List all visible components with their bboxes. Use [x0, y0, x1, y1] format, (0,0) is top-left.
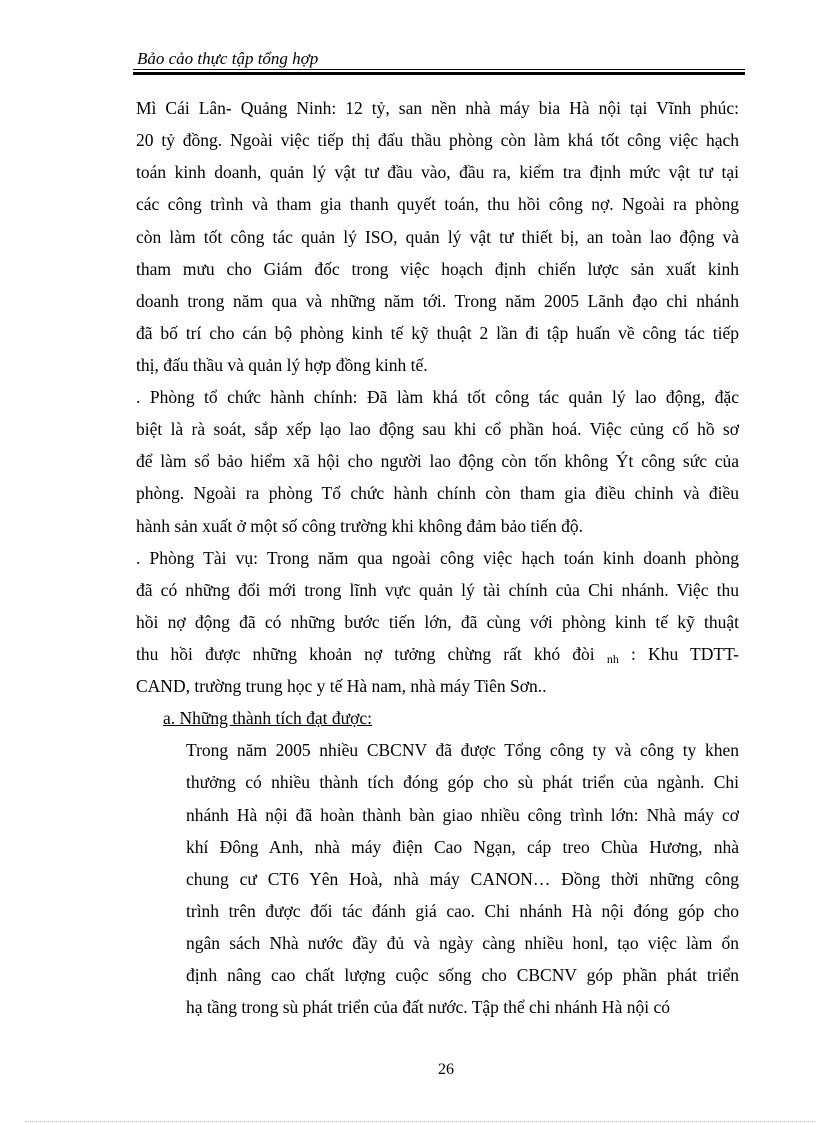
paragraph-line: phòng. Ngoài ra phòng Tổ chức hành chính còn tham gia điều chỉnh và điều	[136, 483, 739, 503]
page-bottom-dotted-rule	[25, 1121, 815, 1122]
section-heading: a. Những thành tích đạt được:	[163, 708, 373, 728]
page-header-title: Bảo cảo thực tập tổng hợp	[137, 49, 319, 68]
indented-line: định nâng cao chất lượng cuộc sống cho CBCNV góp phần phát triển	[186, 965, 739, 985]
paragraph-line: biệt là rà soát, sắp xếp lạo lao động sau khi cổ phần hoá. Việc củng cố hồ sơ	[136, 419, 739, 439]
paragraph-line: các công trình và tham gia thanh quyết toán, thu hồi công nợ. Ngoài ra phòng	[136, 194, 739, 214]
paragraph-line: tham mưu cho Giám đốc trong việc hoạch định chiến lược sản xuất kinh	[136, 259, 739, 279]
paragraph-line: 20 tỷ đồng. Ngoài việc tiếp thị đấu thầu phòng còn làm khá tốt công việc hạch	[136, 130, 739, 150]
paragraph-line: thị, đấu thầu và quản lý hợp đồng kinh tế.	[136, 355, 428, 375]
indented-line: khí Đông Anh, nhà máy điện Cao Ngạn, cáp treo Chùa Hương, nhà	[186, 837, 739, 857]
line-text: : Khu TDTT-	[618, 644, 739, 664]
subscript-text: nh	[606, 652, 619, 666]
paragraph-line: doanh trong năm qua và những năm tới. Trong năm 2005 Lãnh đạo chi nhánh	[136, 291, 739, 311]
paragraph-line	[136, 643, 739, 670]
paragraph-line: . Phòng tổ chức hành chính: Đã làm khá tốt công tác quản lý lao động, đặc	[136, 387, 739, 407]
indented-line: trình trên được đối tác đánh giá cao. Chi nhánh Hà nội đóng góp cho	[186, 901, 739, 921]
indented-line: Trong năm 2005 nhiều CBCNV đã được Tổng công ty và công ty khen	[186, 740, 739, 760]
paragraph-line: CAND, trường trung học y tế Hà nam, nhà máy Tiên Sơn..	[136, 676, 547, 696]
indented-line: nhánh Hà nội đã hoàn thành bàn giao nhiều công trình lớn: Nhà máy cơ	[186, 805, 739, 825]
paragraph-line: . Phòng Tài vụ: Trong năm qua ngoài công việc hạch toán kinh doanh phòng	[136, 548, 739, 568]
indented-line: chung cư CT6 Yên Hoà, nhà máy CANON… Đồng thời những công	[186, 869, 739, 889]
page-number: 26	[438, 1061, 454, 1078]
paragraph-line: để làm sổ bảo hiểm xã hội cho người lao động còn tốn không Ýt công sức của	[136, 451, 739, 471]
indented-line: ngân sách Nhà nước đầy đủ và ngày càng nhiều honl, tạo việc làm ổn	[186, 933, 739, 953]
paragraph-line: còn làm tốt công tác quản lý ISO, quản lý vật tư thiết bị, an toàn lao động và	[136, 227, 739, 247]
paragraph-line: Mì Cái Lân- Quảng Ninh: 12 tỷ, san nền nhà máy bia Hà nội tại Vĩnh phúc:	[136, 98, 739, 118]
paragraph-line: đã bố trí cho cán bộ phòng kinh tế kỹ thuật 2 lần đi tập huấn về công tác tiếp	[136, 323, 739, 343]
header-rule-thin	[133, 69, 745, 70]
paragraph-line: hành sản xuất ở một số công trường khi không đảm bảo tiến độ.	[136, 516, 583, 536]
paragraph-line: toán kinh doanh, quản lý vật tư đầu vào, đầu ra, kiểm tra định mức vật tư tại	[136, 162, 739, 182]
paragraph-line: đã có những đổi mới trong lĩnh vực quản lý tài chính của Chi nhánh. Việc thu	[136, 580, 739, 600]
line-text: thu hồi được những khoản nợ tưởng chừng rất khó đòi	[136, 644, 607, 664]
header-rule-thick	[133, 72, 745, 75]
indented-line: hạ tầng trong sù phát triển của đất nước. Tập thể chi nhánh Hà nội có	[186, 997, 670, 1017]
paragraph-line: hồi nợ động đã có những bước tiến lớn, đã cùng với phòng kinh tế kỹ thuật	[136, 612, 739, 632]
indented-line: thưởng có nhiều thành tích đóng góp cho sù phát triển của ngành. Chi	[186, 772, 739, 792]
